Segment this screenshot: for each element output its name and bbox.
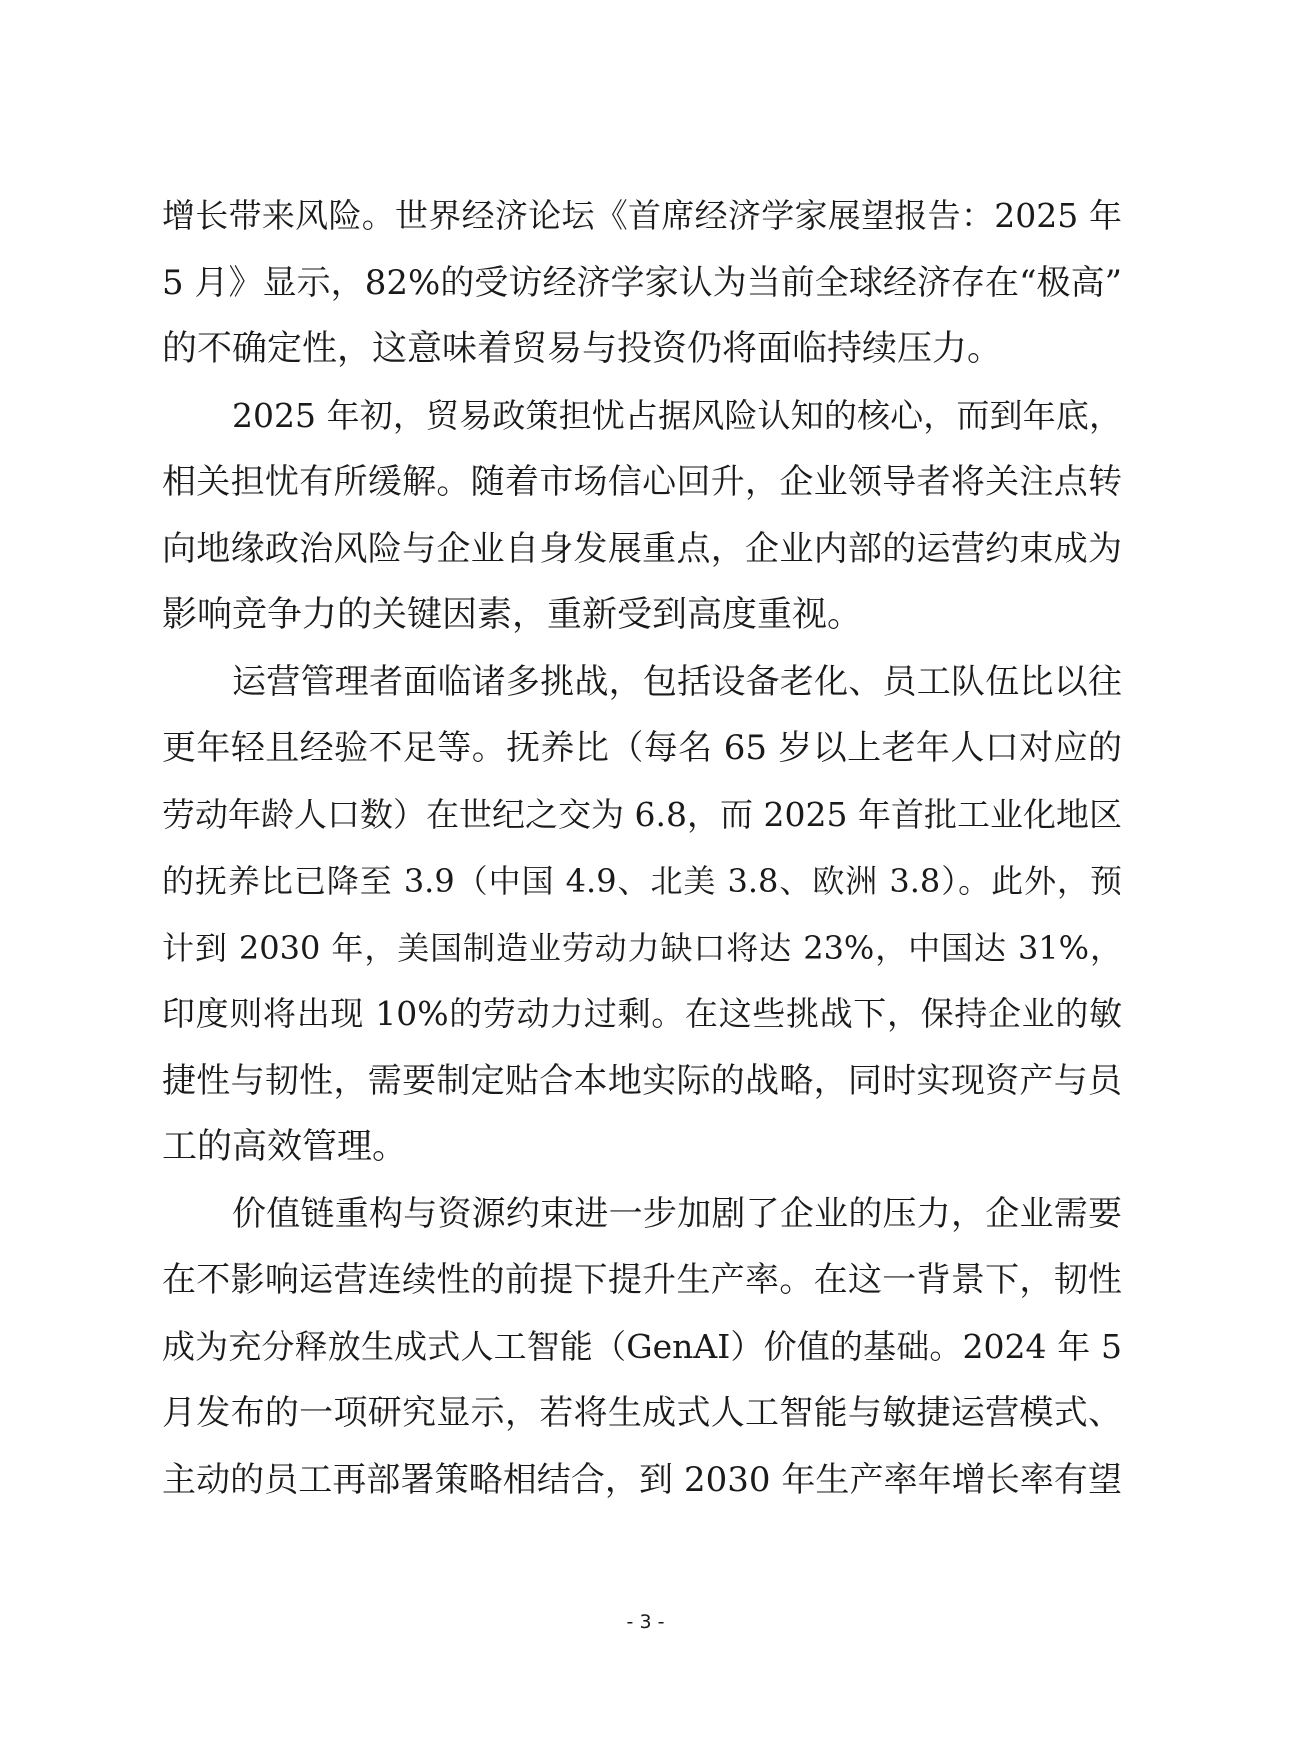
paragraph-3-line-6: 印度则将出现 10%的劳动力过剩。在这些挑战下，保持企业的敏 <box>162 994 1122 1033</box>
paragraph-1-line-2: 5 月》显示，82%的受访经济学家认为当前全球经济存在“极高” <box>162 263 1122 303</box>
paragraph-2-line-1: 2025 年初，贸易政策担忧占据风险认知的核心，而到年底， <box>232 396 1122 435</box>
paragraph-1-line-3: 的不确定性，这意味着贸易与投资仍将面临持续压力。 <box>162 329 1003 369</box>
paragraph-3-line-5: 计到 2030 年，美国制造业劳动力缺口将达 23%，中国达 31%， <box>162 929 1122 967</box>
paragraph-4-line-2: 在不影响运营连续性的前提下提升生产率。在这一背景下，韧性 <box>162 1260 1122 1300</box>
paragraph-2-line-4: 影响竞争力的关键因素，重新受到高度重视。 <box>162 595 863 635</box>
paragraph-3-line-2: 更年轻且经验不足等。抚养比（每名 65 岁以上老年人口对应的 <box>162 728 1122 768</box>
paragraph-3-line-8: 工的高效管理。 <box>162 1127 408 1167</box>
paragraph-4-line-5: 主动的员工再部署策略相结合，到 2030 年生产率年增长率有望 <box>162 1460 1123 1500</box>
page-number: - 3 - <box>626 1611 665 1633</box>
paragraph-1-line-1: 增长带来风险。世界经济论坛《首席经济学家展望报告：2025 年 <box>162 196 1122 235</box>
paragraph-4-line-3: 成为充分释放生成式人工智能（GenAI）价值的基础。2024 年 5 <box>162 1327 1122 1366</box>
paragraph-4-line-4: 月发布的一项研究显示，若将生成式人工智能与敏捷运营模式、 <box>162 1393 1122 1433</box>
paragraph-4-line-1: 价值链重构与资源约束进一步加剧了企业的压力，企业需要 <box>232 1194 1122 1234</box>
paragraph-2-line-2: 相关担忧有所缓解。随着市场信心回升，企业领导者将关注点转 <box>162 462 1122 502</box>
paragraph-3-line-1: 运营管理者面临诸多挑战，包括设备老化、员工队伍比以往 <box>232 662 1122 702</box>
paragraph-3-line-7: 捷性与韧性，需要制定贴合本地实际的战略，同时实现资产与员 <box>162 1061 1122 1101</box>
paragraph-2-line-3: 向地缘政治风险与企业自身发展重点，企业内部的运营约束成为 <box>162 529 1122 569</box>
paragraph-3-line-4: 的抚养比已降至 3.9（中国 4.9、北美 3.8、欧洲 3.8）。此外，预 <box>162 862 1122 900</box>
paragraph-3-line-3: 劳动年龄人口数）在世纪之交为 6.8，而 2025 年首批工业化地区 <box>162 795 1122 834</box>
